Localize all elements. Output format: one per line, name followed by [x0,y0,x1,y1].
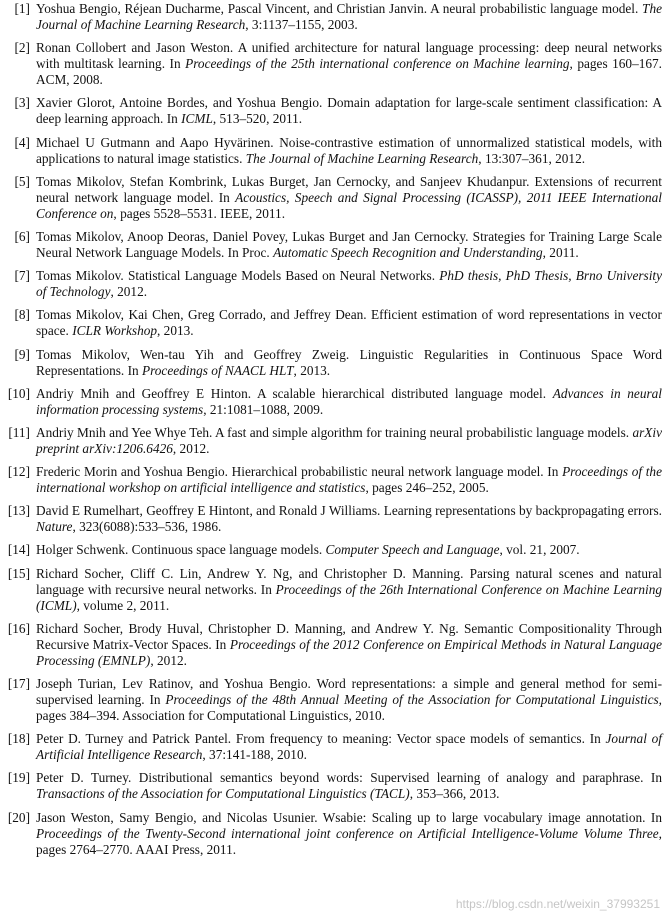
reference-text-segment: Peter D. Turney and Patrick Pantel. From frequency to meaning: Vector space models of semantics. In [36,731,606,747]
reference-text [36,770,662,802]
reference-entry [2,174,662,222]
reference-text [36,1,662,33]
reference-text-segment: , 21:1081–1088, 2009. [203,401,324,417]
reference-venue: Automatic Speech Recognition and Understanding [273,244,543,260]
reference-text [36,307,662,339]
reference-entry [2,135,662,167]
reference-number: [2] [14,40,30,56]
reference-number: [9] [14,346,30,362]
reference-text-segment: Richard Socher, Brody Huval, Christopher D. Manning, and Andrew Y. Ng. Semantic Compositionality Through Recursive Matrix-Vector Spaces. In [36,620,662,652]
reference-entry [2,229,662,261]
reference-text-segment: , 37:141-188, 2010. [202,747,307,763]
reference-entry [2,1,662,33]
reference-number: [11] [8,424,30,440]
reference-venue: Transactions of the Association for Computational Linguistics (TACL) [36,786,410,802]
reference-text-segment: Holger Schwenk. Continuous space language models. [36,542,326,558]
reference-text-segment: , 2012. [172,440,210,456]
reference-venue: ICML [181,111,213,127]
reference-venue: Nature [36,519,73,535]
reference-text-segment: Xavier Glorot, Antoine Bordes, and Yoshua Bengio. Domain adaptation for large-scale sentiment classification: A deep learning approach. In [36,95,662,127]
reference-text [36,95,662,127]
reference-text-segment: , pages 160–167. ACM, 2008. [36,56,662,88]
reference-venue: Acoustics, Speech and Signal Processing (ICASSP), 2011 IEEE International Conference on [36,189,662,221]
reference-text-segment: , 513–520, 2011. [212,111,303,127]
reference-text-segment: Michael U Gutmann and Aapo Hyvärinen. Noise-contrastive estimation of unnormalized statistical models, with applications to natural image statistics. [36,134,662,166]
reference-number: [7] [14,268,30,284]
reference-text-segment: , 323(6088):533–536, 1986. [72,519,222,535]
reference-venue: Proceedings of the 48th Annual Meeting of the Association for Computational Linguistics [165,692,659,707]
reference-number: [4] [14,134,30,150]
reference-entry [2,810,662,858]
reference-text-segment: Yoshua Bengio, Réjean Ducharme, Pascal Vincent, and Christian Janvin. A neural probabilistic language model. [36,1,643,16]
reference-venue: Proceedings of the 26th International Conference on Machine Learning (ICML) [36,581,662,613]
reference-text [36,347,662,379]
reference-entry [2,731,662,763]
reference-number: [14] [7,542,30,558]
reference-text-segment: , pages 384–394. Association for Computational Linguistics, 2010. [36,692,662,723]
reference-text-segment: , 353–366, 2013. [409,786,500,802]
reference-venue: Proceedings of the international workshop on artificial intelligence and statistics [36,464,662,496]
reference-number: [12] [7,464,30,480]
reference-number: [13] [7,503,30,519]
reference-text [36,621,662,669]
reference-number: [3] [14,95,30,111]
reference-number: [17] [7,676,30,691]
reference-text-segment: Jason Weston, Samy Bengio, and Nicolas Usunier. Wsabie: Scaling up to large vocabulary image annotation. In [36,809,662,825]
reference-entry [2,347,662,379]
reference-venue: Proceedings of NAACL HLT [141,362,294,378]
reference-entry [2,770,662,802]
reference-venue: Computer Speech and Language [325,542,500,558]
reference-entry [2,40,662,88]
reference-venue: Journal of Artificial Intelligence Research [36,731,662,763]
reference-text-segment: Andriy Mnih and Yee Whye Teh. A fast and simple algorithm for training neural probabilistic language models. [36,424,633,440]
reference-number: [15] [7,565,30,581]
reference-entry [2,503,662,535]
reference-entry [2,268,662,300]
reference-text [36,731,662,763]
reference-text [36,386,662,418]
reference-text-segment: , 2013. [157,323,194,339]
reference-text-segment: , pages 2764–2770. AAAI Press, 2011. [36,825,662,857]
reference-venue: arXiv preprint arXiv:1206.6426 [36,424,662,456]
reference-number: [16] [7,620,30,636]
reference-number: [1] [14,1,30,16]
reference-text [36,268,662,300]
reference-entry [2,386,662,418]
reference-text [36,542,662,558]
reference-text [36,566,662,614]
reference-text [36,174,662,222]
reference-text-segment: Richard Socher, Cliff C. Lin, Andrew Y. Ng, and Christopher D. Manning. Parsing natural scenes and natural language with recursive neural networks. In [36,565,662,597]
reference-text-segment: , 13:307–361, 2012. [478,150,586,166]
reference-venue: Advances in neural information processing systems [36,385,663,417]
reference-entry [2,464,662,496]
reference-text-segment: Tomas Mikolov, Stefan Kombrink, Lukas Burget, Jan Cernocky, and Sanjeev Khudanpur. Extensions of recurrent neural network language model. In [36,173,662,205]
reference-text [36,676,662,724]
reference-text-segment: , 2011. [542,244,579,260]
reference-text-segment: , 2012. [110,284,148,300]
reference-text-segment: , volume 2, 2011. [76,597,170,613]
reference-text-segment: , pages 5528–5531. IEEE, 2011. [113,205,286,221]
reference-venue: The Journal of Machine Learning Research [245,150,479,166]
reference-text-segment: Tomas Mikolov. Statistical Language Models Based on Neural Networks. [36,268,440,284]
reference-number: [19] [7,770,30,786]
reference-text [36,464,662,496]
reference-text [36,503,662,535]
reference-venue: The Journal of Machine Learning Research [36,1,662,32]
reference-number: [5] [14,173,30,189]
reference-entry [2,542,662,558]
reference-venue: ICLR Workshop [72,323,158,339]
reference-text-segment: , 2012. [150,652,187,668]
reference-text-segment: , vol. 21, 2007. [499,542,580,558]
reference-text-segment: Ronan Collobert and Jason Weston. A unified architecture for natural language processing: deep neural networks with multitask learning. In [36,40,662,72]
reference-number: [6] [14,228,30,244]
reference-venue: Proceedings of the 25th international conference on Machine learning [185,56,570,72]
reference-number: [20] [7,809,30,825]
reference-text [36,229,662,261]
reference-text-segment: Peter D. Turney. Distributional semantics beyond words: Supervised learning of analogy and paraphrase. In [36,770,662,786]
reference-number: [8] [14,307,30,323]
reference-text [36,810,662,858]
watermark: https://blog.csdn.net/weixin_37993251 [455,897,660,911]
reference-text-segment: David E Rumelhart, Geoffrey E Hintont, and Ronald J Williams. Learning representations by backpropagating errors. [36,503,662,519]
reference-text-segment: Tomas Mikolov, Kai Chen, Greg Corrado, and Jeffrey Dean. Efficient estimation of word representations in vector space. [36,307,662,339]
reference-entry [2,425,662,457]
reference-text-segment: , 3:1137–1155, 2003. [245,17,358,32]
reference-venue: PhD thesis, PhD Thesis, Brno University of Technology [36,268,662,300]
reference-text-segment: Tomas Mikolov, Anoop Deoras, Daniel Povey, Lukas Burget and Jan Cernocky. Strategies for Training Large Scale Neural Network Language Models. In Proc. [36,228,662,260]
reference-number: [18] [7,731,30,747]
reference-entry [2,621,662,669]
reference-venue: Proceedings of the 2012 Conference on Empirical Methods in Natural Language Processing (EMNLP) [36,636,662,668]
reference-text-segment: Tomas Mikolov, Wen-tau Yih and Geoffrey Zweig. Linguistic Regularities in Continuous Space Word Representations. In [36,346,662,378]
reference-venue: Proceedings of the Twenty-Second international joint conference on Artificial Intelligence-Volume Volume Three [36,825,659,841]
reference-text [36,40,662,88]
reference-number: [10] [7,385,30,401]
reference-entry [2,676,662,724]
reference-text-segment: Joseph Turian, Lev Ratinov, and Yoshua Bengio. Word representations: a simple and general method for semi-supervised learning. In [36,676,662,707]
reference-text [36,425,662,457]
reference-text-segment: Frederic Morin and Yoshua Bengio. Hierarchical probabilistic neural network language model. In [36,464,563,480]
reference-entry [2,566,662,614]
reference-text [36,135,662,167]
reference-entry [2,307,662,339]
reference-entry [2,95,662,127]
reference-text-segment: , pages 246–252, 2005. [365,480,489,496]
reference-text-segment: Andriy Mnih and Geoffrey E Hinton. A scalable hierarchical distributed language model. [36,385,553,401]
reference-text-segment: , 2013. [293,362,331,378]
